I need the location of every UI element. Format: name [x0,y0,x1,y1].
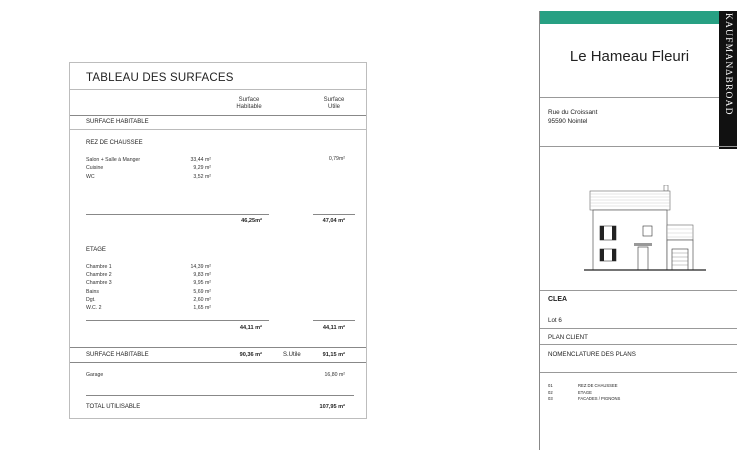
summary-utile: 91,15 m² [322,352,345,358]
lot-divider [540,328,737,329]
room-name: Salon + Salle à Manger [86,157,141,163]
plan-type-divider [540,344,737,345]
header-divider [70,115,366,116]
column-header-utile-line1: Surface [323,97,345,103]
column-header-habitable [225,97,273,111]
lot-number: Lot 6 [548,317,562,324]
accent-bar [540,11,719,24]
room-name: W.C. 2 [86,305,102,312]
etage-utile-subtotal-line [313,320,355,321]
room-name: WC [86,173,95,180]
room-name: Chambre 2 [86,272,112,279]
room-name: Dgt. [86,296,96,303]
summary-top-divider [70,347,366,348]
section-divider [70,129,366,130]
total-value: 107,95 m² [319,404,345,410]
plan-type: PLAN CLIENT [548,334,588,341]
etage-room-areas [171,263,211,312]
nomenclature-title: NOMENCLATURE DES PLANS [548,351,636,358]
project-divider [540,97,719,98]
plan-list-item [548,396,620,403]
nomenclature-divider [540,372,737,373]
room-name: Bains [86,288,99,295]
model-name: CLEA [548,296,568,303]
etage-total-utile: 44,11 m² [322,325,345,331]
title-block [539,11,736,450]
section-habitable-label: SURFACE HABITABLE [86,119,149,125]
plan-number: 02 [548,389,553,395]
room-area: 1,65 m² [193,305,211,312]
plan-name: REZ DE CHAUSSEE [578,383,618,388]
summary-label: SURFACE HABITABLE [86,352,149,358]
table-title: TABLEAU DES SURFACES [86,72,234,84]
summary-utile-label: S.Utile [283,352,301,358]
etage-title: ETAGE [86,247,106,253]
rdc-title: REZ DE CHAUSSEE [86,140,143,146]
etage-total-habitable: 44,11 m² [239,325,262,331]
rdc-total-utile: 47,04 m² [322,218,345,224]
room-area: 9,83 m² [193,272,211,279]
plan-number: 03 [548,396,553,401]
room-area: 3,52 m² [193,173,211,180]
rdc-utile-subtotal-line [313,214,355,215]
drawing-divider [540,290,737,291]
room-area: 9,29 m² [193,165,211,172]
rdc-total-habitable: 46,25m² [241,218,262,224]
room-name: Chambre 1 [86,264,112,270]
plan-list [548,383,620,403]
plan-number: 01 [548,383,553,388]
rdc-utile-extra: 0,79m² [328,156,345,162]
summary-habitable: 90,36 m² [239,352,262,358]
column-header-habitable-line1: Surface [238,97,260,103]
room-name: Cuisine [86,165,104,172]
room-name: Chambre 3 [86,280,112,287]
rdc-room-areas [171,156,211,181]
address-line2: 95590 Nointel [548,118,588,125]
plan-name: ETAGE [578,389,592,395]
room-area: 5,69 m² [193,288,211,295]
room-area: 2,60 m² [193,296,211,303]
room-area: 14,39 m² [190,264,211,270]
rdc-room-names [86,156,140,181]
plan-name: FACADES / PIGNONS [578,396,621,401]
column-header-utile-line2: Utile [327,104,340,110]
total-label: TOTAL UTILISABLE [86,404,141,410]
project-name: Le Hameau Fleuri [569,48,690,65]
column-header-habitable-line2: Habitable [236,104,262,110]
room-area: 9,95 m² [193,280,211,287]
summary-bottom-divider [70,362,366,363]
garage-area: 16,80 m² [324,372,345,378]
brand-name: KAUFMAN∆BROAD [723,13,733,116]
garage-label: Garage [86,372,104,378]
address-line1: Rue du Croissant [548,109,598,116]
etage-room-names [86,263,112,312]
rdc-habitable-subtotal-line [86,214,269,215]
etage-habitable-subtotal-line [86,320,269,321]
house-elevation-drawing [584,185,706,275]
address-divider [540,146,737,147]
surface-table [69,62,367,419]
column-header-utile [310,97,358,111]
total-divider [86,395,354,396]
title-divider [70,89,366,90]
address [548,108,597,126]
room-area: 33,44 m² [190,157,211,163]
